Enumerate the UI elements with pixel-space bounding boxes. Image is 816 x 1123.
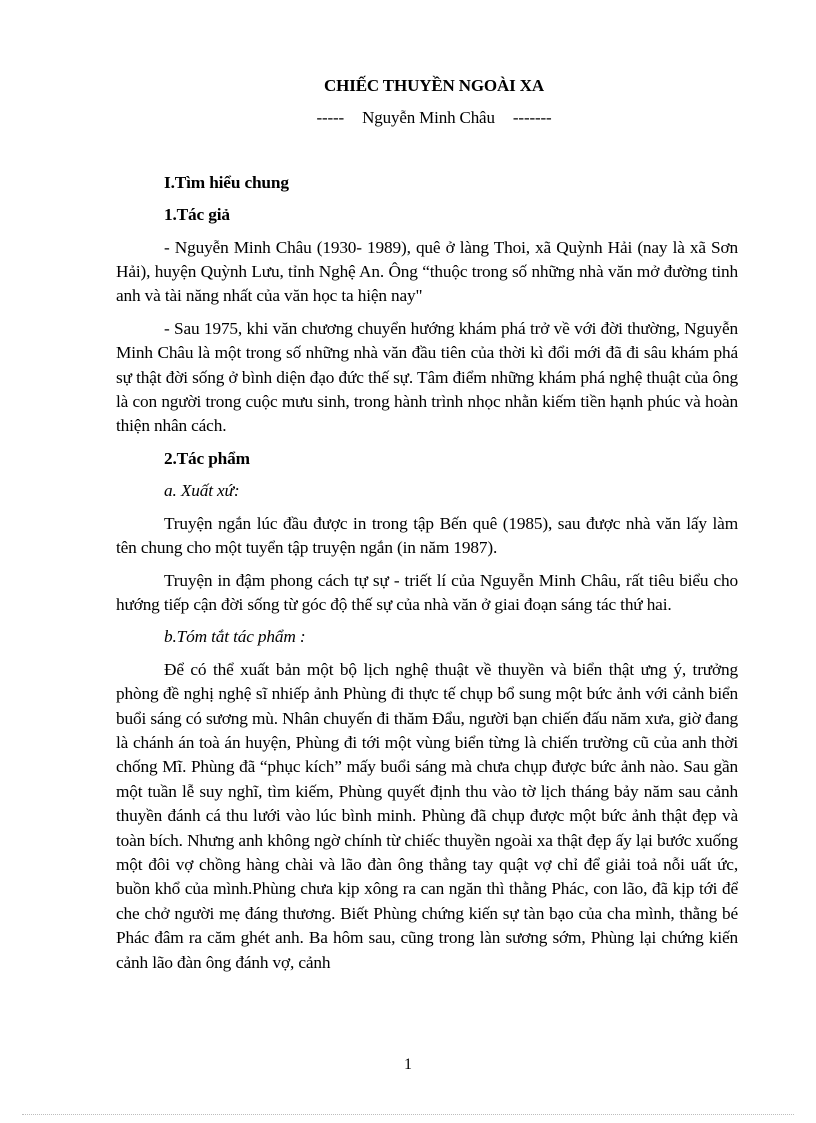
author-name: Nguyễn Minh Châu [362, 108, 495, 128]
subsection-heading-author: 1.Tác giả [164, 205, 230, 225]
byline-dash-left: ----- [316, 108, 345, 128]
page-bottom-divider [22, 1114, 794, 1115]
subsection-heading-work: 2.Tác phẩm [164, 448, 250, 468]
origin-paragraph: Truyện ngắn lúc đầu được in trong tập Bến quê (1985), sau được nhà văn lấy làm tên chung cho một tuyển tập truyện ngắn (in năm 1987). [116, 513, 738, 558]
author-byline [116, 106, 738, 130]
document-title: CHIẾC THUYỀN NGOÀI XA [324, 76, 544, 95]
origin-paragraph: Truyện in đậm phong cách tự sự - triết lí của Nguyễn Minh Châu, rất tiêu biểu cho hướng tiếp cận đời sống từ góc độ thế sự của nhà văn ở giai đoạn sáng tác thứ hai. [116, 570, 738, 614]
summary-paragraph: Để có thể xuất bản một bộ lịch nghệ thuật về thuyền và biển thật ưng ý, trưởng phòng đề nghị nghệ sĩ nhiếp ảnh Phùng đi thực tế chụp bổ sung một bức ảnh với cảnh biển buổi sáng có sương mù. Nhân chuyến đi thăm Đẩu, người bạn chiến đấu năm xưa, giờ đang là chánh án toà án huyện, Phùng đi tới một vùng biển từng là chiến trường cũ của anh thời chống Mĩ. Phùng đã “phục kích” mấy buổi sáng mà chưa chụp được bức ảnh nào. Sau gần một tuần lễ suy nghĩ, tìm kiếm, Phùng quyết định thu vào tờ lịch tháng bảy năm sau cảnh thuyền đánh cá thu lưới vào lúc bình minh. Phùng đã chụp được một bức ảnh thật đẹp và toàn bích. Nhưng anh không ngờ chính từ chiếc thuyền ngoài xa thật đẹp ấy lại bước xuống một đôi vợ chồng hàng chài và lão đàn ông thẳng tay quật vợ chỉ để giải toả nỗi uất ức, buồn khổ của mình.Phùng chưa kịp xông ra can ngăn thì thằng Phác, con lão, đã kịp tới để che chở người mẹ đáng thương. Biết Phùng chứng kiến sự tàn bạo của cha mình, thằng bé Phác đâm ra căm ghét anh. Ba hôm sau, cũng trong làn sương sớm, Phùng lại chứng kiến cảnh lão đàn ông đánh vợ, cảnh [116, 659, 738, 972]
author-paragraph: - Sau 1975, khi văn chương chuyển hướng khám phá trở về với đời thường, Nguyễn Minh Châu là một trong số những nhà văn đầu tiên của thời kì đổi mới đã đi sâu khám phá sự thật đời sống ở bình diện đạo đức thế sự. Tâm điểm những khám phá nghệ thuật của ông là con người trong cuộc mưu sinh, trong hành trình nhọc nhằn kiếm tiền hạnh phúc và hoàn thiện nhân cách. [116, 318, 738, 436]
author-paragraph: - Nguyễn Minh Châu (1930- 1989), quê ở làng Thoi, xã Quỳnh Hải (nay là xã Sơn Hải), huyện Quỳnh Lưu, tỉnh Nghệ An. Ông “thuộc trong số những nhà văn mở đường tinh anh và tài năng nhất của văn học ta hiện nay" [116, 237, 738, 306]
section-heading-general: I.Tìm hiểu chung [164, 172, 289, 192]
origin-heading: a. Xuất xứ: [164, 481, 240, 501]
page-content [116, 74, 738, 983]
page-number: 1 [404, 1056, 412, 1073]
byline-dash-right: ------- [512, 108, 552, 128]
summary-heading: b.Tóm tắt tác phẩm : [164, 627, 306, 647]
